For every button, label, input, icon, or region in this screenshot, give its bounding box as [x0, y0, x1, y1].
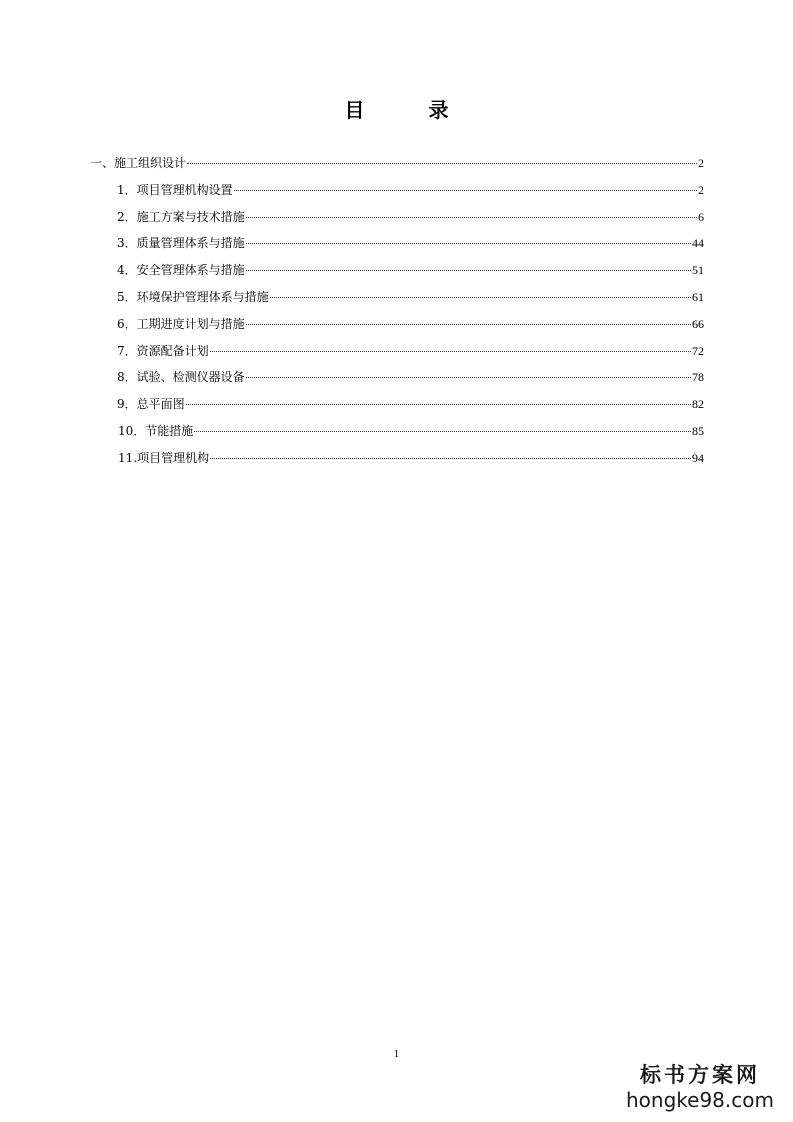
toc-entry[interactable] [90, 342, 704, 369]
toc-entry-page: 61 [692, 289, 704, 304]
toc-leader-dots [246, 324, 691, 325]
toc-entry-page: 2 [698, 156, 704, 170]
toc-entry[interactable] [90, 181, 704, 208]
watermark-en-text: hongke98.com [626, 1088, 774, 1112]
toc-entry-label: 8．试验、检测仪器设备 [117, 370, 245, 385]
toc-leader-dots [187, 163, 697, 164]
toc-leader-dots [246, 270, 691, 271]
toc-entry[interactable] [90, 288, 704, 315]
toc-entry-page: 2 [698, 182, 704, 197]
toc-entry-page: 6 [698, 209, 704, 224]
toc-entry[interactable] [90, 234, 704, 261]
toc-entry[interactable] [90, 449, 704, 476]
toc-entry-page: 94 [692, 450, 704, 465]
toc-leader-dots [210, 458, 691, 459]
toc-entry-label: 2．施工方案与技术措施 [117, 209, 245, 224]
toc-entry-label: 1．项目管理机构设置 [117, 182, 233, 197]
toc-entry[interactable] [90, 261, 704, 288]
toc-entry-label: 4．安全管理体系与措施 [117, 263, 245, 278]
watermark-cn-text: 标书方案网 [640, 1062, 760, 1087]
toc-entry-page: 66 [692, 316, 704, 331]
toc-entry-label: 9．总平面图 [117, 397, 185, 412]
toc-entry-page: 51 [692, 263, 704, 278]
toc-entry-label: 11.项目管理机构 [118, 450, 210, 465]
toc-entry-page: 85 [692, 423, 704, 438]
toc-entry-label: 10．节能措施 [118, 423, 194, 438]
toc-entry-label: 7．资源配备计划 [117, 343, 209, 358]
toc-leader-dots [234, 190, 697, 191]
toc-leader-dots [246, 377, 691, 378]
toc-entry-page: 72 [692, 343, 704, 358]
toc-entry[interactable] [90, 395, 704, 422]
toc-entry-label: 6．工期进度计划与措施 [117, 316, 245, 331]
toc-entry-page: 44 [692, 236, 704, 251]
toc-leader-dots [186, 404, 691, 405]
toc-entry[interactable] [90, 368, 704, 395]
toc-entry-label: 5．环境保护管理体系与措施 [117, 289, 269, 304]
toc-leader-dots [270, 297, 691, 298]
toc-leader-dots [194, 431, 691, 432]
toc-entry[interactable] [90, 154, 704, 181]
page-number: 1 [393, 1048, 400, 1060]
toc-entry[interactable] [90, 422, 704, 449]
toc-entry-page: 82 [692, 397, 704, 412]
toc-entry[interactable] [90, 315, 704, 342]
toc-entry[interactable] [90, 208, 704, 235]
toc-leader-dots [210, 351, 691, 352]
toc-leader-dots [246, 243, 691, 244]
toc-entry-page: 78 [692, 370, 704, 385]
toc-leader-dots [246, 217, 697, 218]
toc-entry-label: 3．质量管理体系与措施 [117, 236, 245, 251]
watermark-logo [625, 1062, 775, 1112]
toc-title: 目 录 [344, 98, 471, 122]
toc-entry-label: 一、施工组织设计 [90, 156, 187, 170]
table-of-contents [90, 154, 704, 476]
